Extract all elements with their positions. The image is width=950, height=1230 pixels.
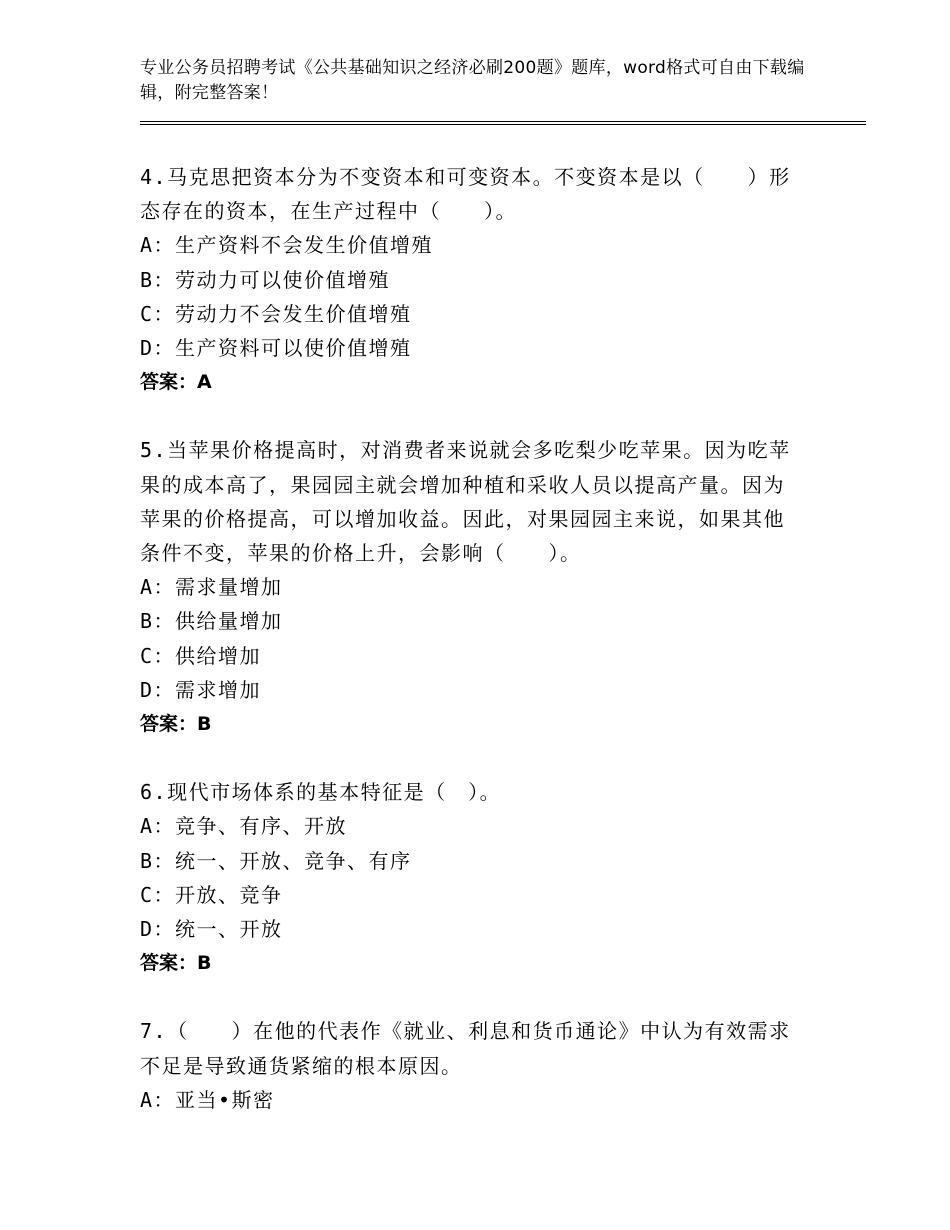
header-divider-top [140,121,866,122]
question-6 [140,775,805,980]
answer-label: 答案：B [140,713,212,736]
option-c: C：劳动力不会发生价值增殖 [140,301,412,326]
option-a: A：生产资料不会发生价值增殖 [140,233,434,258]
option-b: B：劳动力可以使价值增殖 [140,267,391,292]
option-a: A：亚当•斯密 [140,1087,275,1112]
question-stem: 4.马克思把资本分为不变资本和可变资本。不变资本是以（ ）形态存在的资本，在生产过程中（ ）。 [140,165,791,224]
option-b: B：供给量增加 [140,609,283,634]
answer-label: 答案：B [140,952,212,975]
question-stem: 5.当苹果价格提高时，对消费者来说就会多吃梨少吃苹果。因为吃苹果的成本高了，果园园主就会增加种植和采收人员以提高产量。因为苹果的价格提高，可以增加收益。因此，对果园园主来说，如果其他条件不变，苹果的价格上升，会影响（ ）。 [140,438,791,566]
question-4 [140,160,805,399]
option-d: D：需求增加 [140,677,262,702]
header-divider-bottom [140,124,866,125]
option-a: A：需求量增加 [140,575,283,600]
option-b: B：统一、开放、竞争、有序 [140,848,412,873]
question-7 [140,1014,805,1117]
option-d: D：统一、开放 [140,917,283,942]
question-stem: 7.（ ）在他的代表作《就业、利息和货币通论》中认为有效需求不足是导致通货紧缩的根本原因。 [140,1019,791,1078]
option-c: C：供给增加 [140,643,262,668]
question-stem: 6.现代市场体系的基本特征是（ ）。 [140,780,502,805]
option-d: D：生产资料可以使价值增殖 [140,336,412,361]
question-5 [140,433,805,741]
option-c: C：开放、竞争 [140,882,283,907]
question-list [140,160,805,1151]
option-a: A：竞争、有序、开放 [140,814,348,839]
document-header: 专业公务员招聘考试《公共基础知识之经济必刷200题》题库，word格式可自由下载编辑，附完整答案！ [140,58,805,103]
answer-label: 答案：A [140,371,212,394]
